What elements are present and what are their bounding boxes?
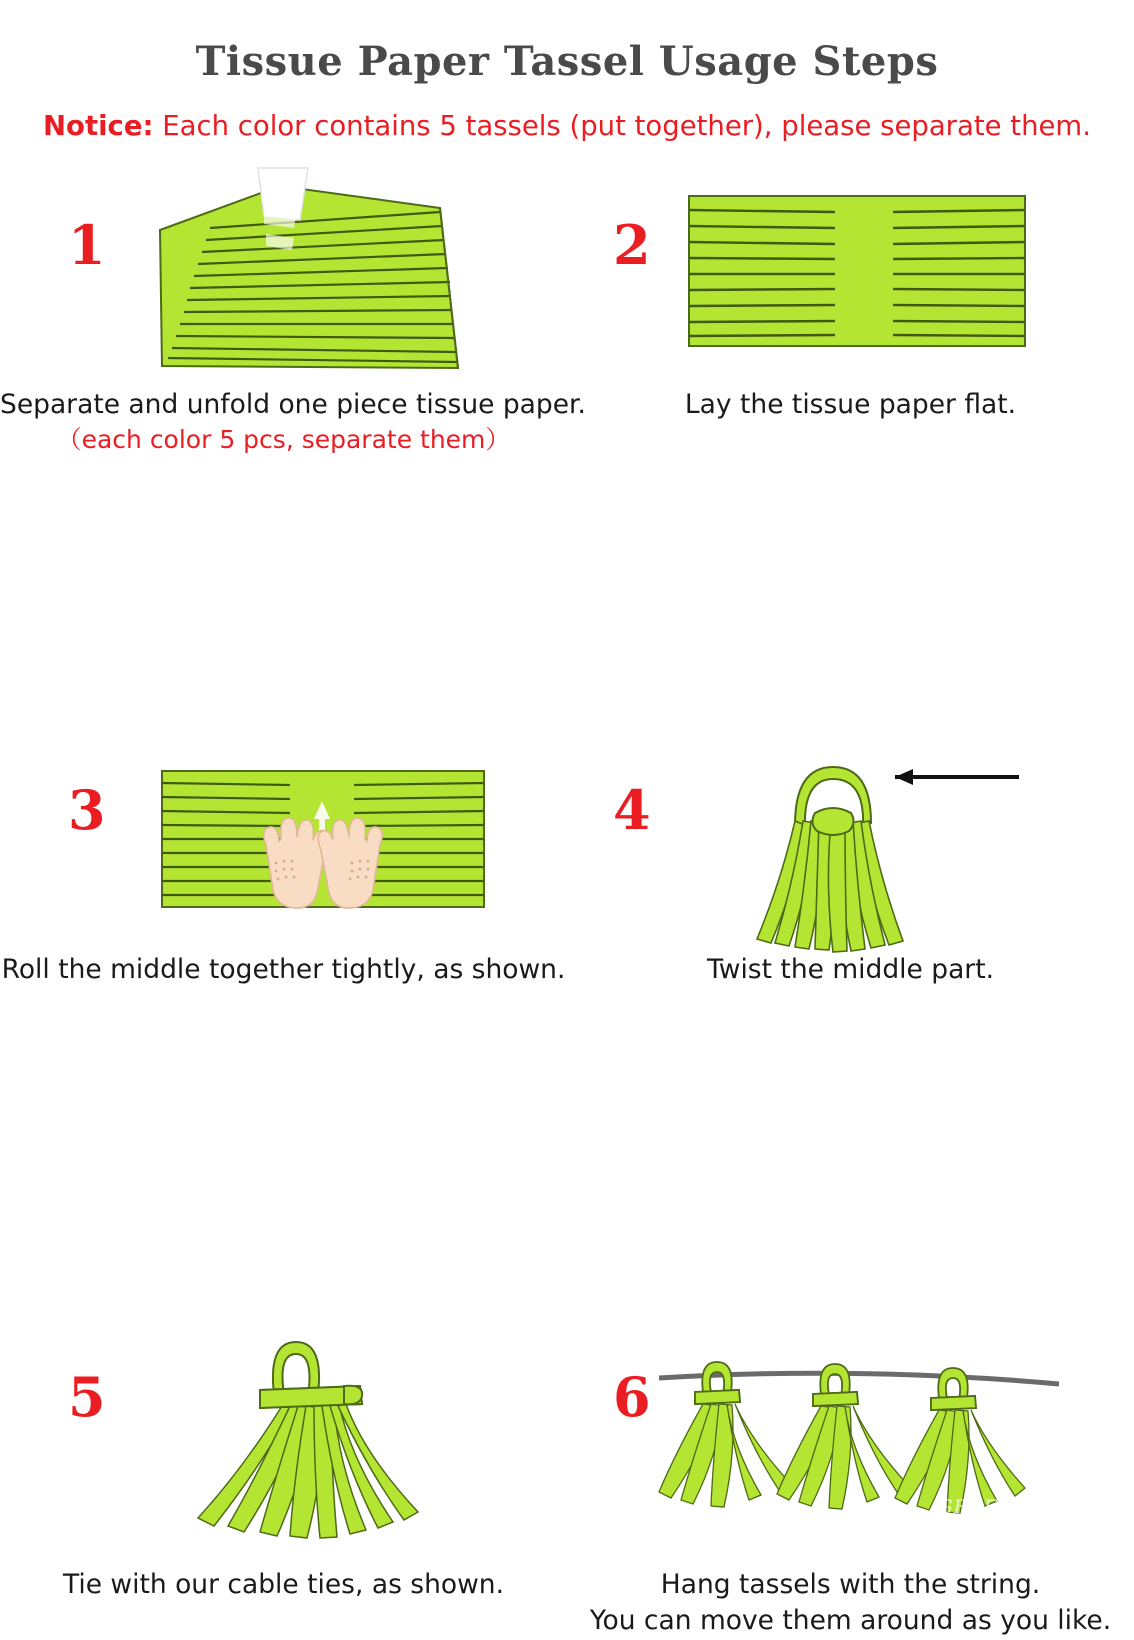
- step-1-illustration-folded-tissue-stack: [140, 168, 480, 388]
- steps-row-2: [0, 460, 1134, 985]
- step-6-caption: Hang tassels with the string.: [660, 1569, 1041, 1600]
- step-3-number: 3: [68, 778, 106, 842]
- step-2-illustration-flat-tissue-sheet: [685, 190, 1035, 355]
- step-1-caption: Separate and unfold one piece tissue paper.: [0, 389, 586, 420]
- watermark: [917, 1498, 1037, 1538]
- step-4-number: 4: [613, 778, 651, 842]
- step-5-caption: Tie with our cable ties, as shown.: [62, 1569, 505, 1600]
- step-1: [0, 160, 586, 460]
- step-2-caption: Lay the tissue paper flat.: [684, 389, 1017, 420]
- step-2-number: 2: [613, 213, 651, 277]
- steps-grid: [0, 160, 1134, 1636]
- steps-row-1: [0, 160, 1134, 460]
- step-1-number: 1: [68, 213, 106, 277]
- step-6: [567, 1320, 1134, 1640]
- notice-banner: [0, 110, 1134, 142]
- page-title: Tissue Paper Tassel Usage Steps: [195, 38, 939, 85]
- step-2: [567, 160, 1134, 460]
- step-6-subcaption: You can move them around as you like.: [589, 1605, 1112, 1636]
- notice-text: Each color contains 5 tassels (put together), please separate them.: [153, 110, 1091, 142]
- steps-row-3: [0, 750, 1134, 1636]
- notice-label: Notice:: [43, 110, 154, 142]
- step-1-subcaption: （each color 5 pcs, separate them）: [56, 425, 511, 454]
- step-4-caption: Twist the middle part.: [706, 954, 995, 985]
- step-5-number: 5: [68, 1365, 106, 1429]
- step-6-number: 6: [613, 1365, 651, 1429]
- step-3-caption: Roll the middle together tightly, as shown.: [1, 954, 566, 985]
- step-6-illustration-three-tassels-on-string: [659, 1350, 1059, 1565]
- watermark-line-2: GARLAND: [922, 1515, 1032, 1538]
- step-5-illustration-tassel-tied-with-cable-tie: [148, 1330, 478, 1560]
- step-5: [0, 1320, 567, 1640]
- watermark-line-1: GREEN: [937, 1496, 1017, 1518]
